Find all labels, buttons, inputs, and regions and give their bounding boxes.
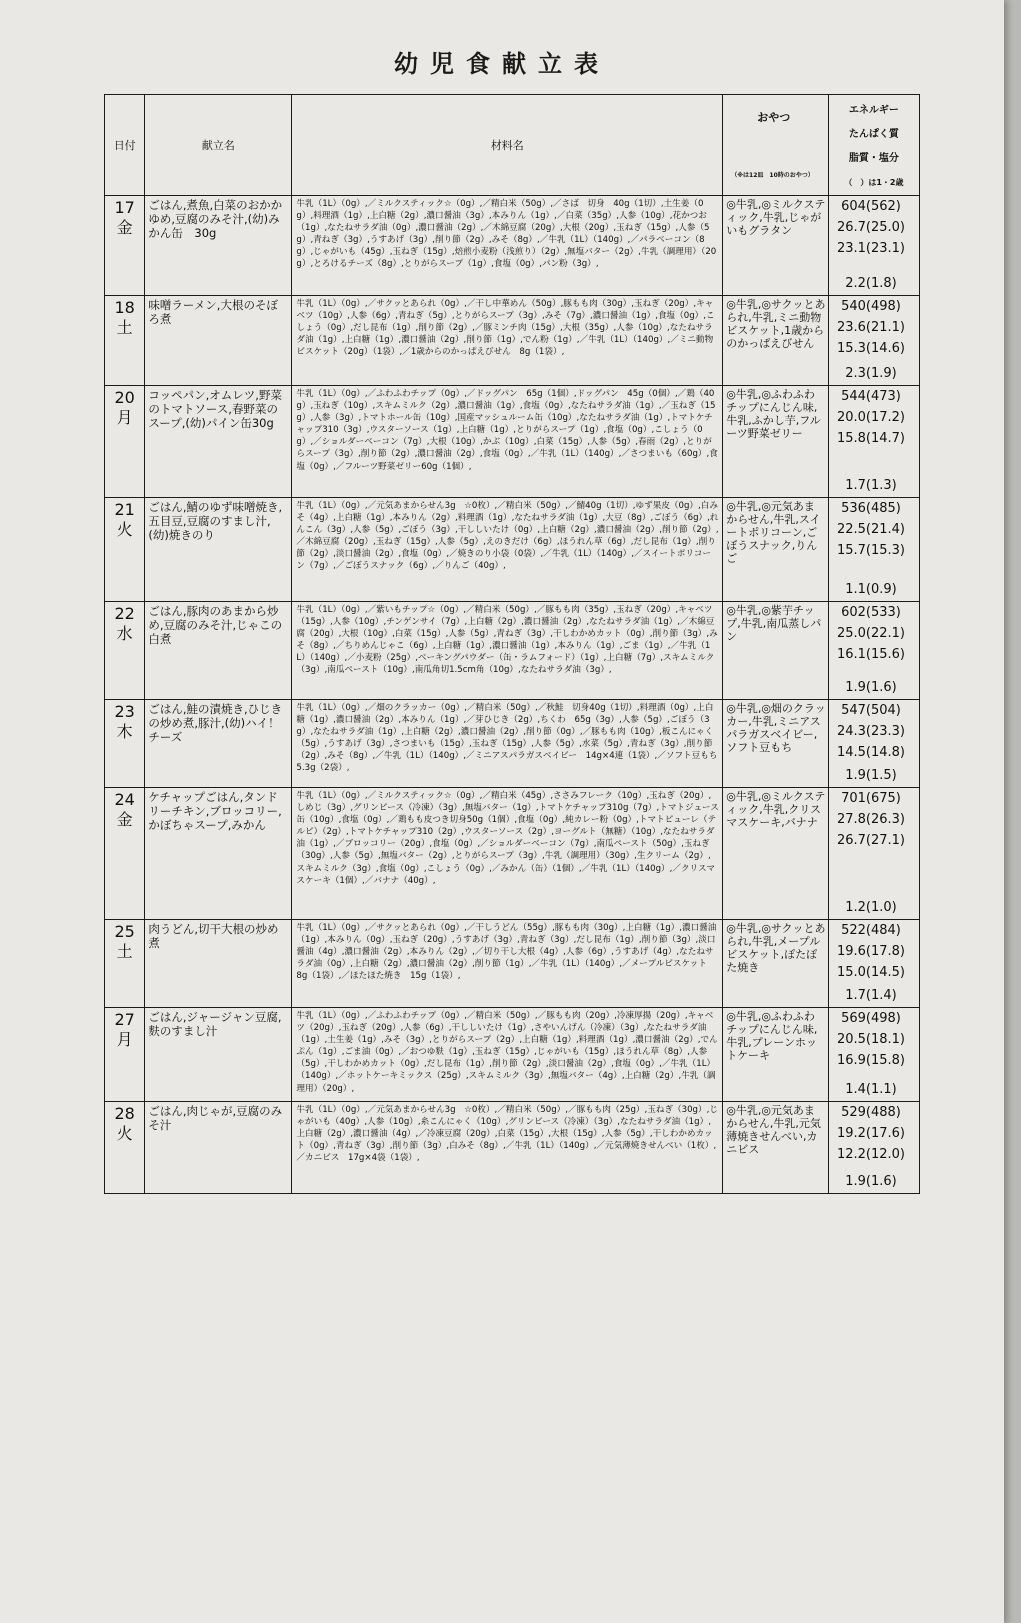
snack-cell: ◎牛乳,◎サクッとあられ,牛乳,メープルビスケット,ぽたぽた焼き [723, 920, 829, 1008]
nutrition-cell [828, 788, 919, 920]
protein-value: 20.0(17.2) [836, 410, 906, 425]
dish-cell: ごはん,煮魚,白菜のおかかゆめ,豆腐のみそ汁,(幼)みかん缶 30g [145, 196, 292, 296]
menu-table [104, 94, 920, 1194]
nutrition-cell [828, 1008, 919, 1102]
day-number: 27 [114, 1010, 135, 1029]
weekday: 火 [116, 1124, 133, 1143]
dish-cell: ごはん,肉じゃが,豆腐のみそ汁 [145, 1102, 292, 1194]
energy-value: 536(485) [841, 501, 901, 516]
nutrition-cell [828, 498, 919, 602]
energy-value: 540(498) [841, 299, 901, 314]
dish-cell: 味噌ラーメン,大根のそぼろ煮 [145, 296, 292, 386]
salt-value: 2.3(1.9) [845, 366, 897, 381]
fat-value: 16.9(15.8) [836, 1053, 906, 1068]
salt-value: 1.7(1.3) [845, 478, 897, 493]
snack-cell: ◎牛乳,◎元気あまからせん,牛乳,元気薄焼きせんべい,カニビス [723, 1102, 829, 1194]
snack-cell: ◎牛乳,◎ミルクスティック,牛乳,クリスマスケーキ,バナナ [723, 788, 829, 920]
protein-value: 26.7(25.0) [836, 220, 906, 235]
dish-cell: コッペパン,オムレツ,野菜のトマトソース,春野菜のスープ,(幼)パイン缶30g [145, 386, 292, 498]
protein-value: 24.3(23.3) [836, 724, 906, 739]
snack-cell: ◎牛乳,◎ミルクスティック,牛乳,じゃがいもグラタン [723, 196, 829, 296]
energy-value: 529(488) [841, 1105, 901, 1120]
fat-value: 14.5(14.8) [836, 745, 906, 760]
date-cell [105, 788, 145, 920]
energy-value: 604(562) [841, 199, 901, 214]
day-number: 21 [114, 500, 135, 519]
protein-value: 23.6(21.1) [836, 320, 906, 335]
salt-value: 2.2(1.8) [845, 276, 897, 291]
nutrition-cell [828, 196, 919, 296]
salt-value: 1.9(1.6) [845, 1174, 897, 1189]
weekday: 月 [116, 1030, 133, 1049]
weekday: 火 [116, 520, 133, 539]
fat-value: 15.7(15.3) [836, 543, 906, 558]
date-cell [105, 1102, 145, 1194]
ingredients-cell: 牛乳（1L）（0g）,／畑のクラッカー（0g）,／精白米（50g）,／秋鮭 切身40g（1切）,料理酒（0g）,上白糖（1g）,濃口醤油（2g）,本みりん（1g）,／芽ひじき（2g）,ちくわ 65g（3g）,人参（5g）,ごぼう（3g）,なたねサラダ油（1g）,上白糖（2g）,濃口醤油（2g）,削り節（0g）,／豚もも肉（10g）,板こんにゃく（5g）,うすあげ（3g）,さつまいも（15g）,玉ねぎ（15g）,人参（5g）,水菜（5g）,青ねぎ（3g）,削り節（2g）,みそ（8g）,／牛乳（1L）（140g）,／ミニアスパラガスベイビー 14g×4連（1袋）,／ソフト豆もち5.3g（2袋）, [292, 700, 723, 788]
date-cell [105, 920, 145, 1008]
fat-value: 23.1(23.1) [836, 241, 906, 256]
day-number: 18 [114, 298, 135, 317]
day-number: 25 [114, 922, 135, 941]
page-title: 幼児食献立表 [394, 50, 610, 78]
weekday: 木 [116, 722, 133, 741]
weekday: 土 [116, 318, 133, 337]
dish-cell: ごはん,ジャージャン豆腐,麩のすまし汁 [145, 1008, 292, 1102]
dish-cell: ごはん,豚肉のあまから炒め,豆腐のみそ汁,じゃこの白煮 [145, 602, 292, 700]
menu-row [105, 386, 920, 498]
snack-cell: ◎牛乳,◎畑のクラッカー,牛乳,ミニアスパラガスベイビー,ソフト豆もち [723, 700, 829, 788]
date-cell [105, 386, 145, 498]
salt-value: 1.1(0.9) [845, 582, 897, 597]
day-number: 17 [114, 198, 135, 217]
header-fat-salt: 脂質・塩分 [848, 153, 899, 164]
menu-row [105, 700, 920, 788]
fat-value: 12.2(12.0) [836, 1147, 906, 1162]
energy-value: 547(504) [841, 703, 901, 718]
fat-value: 16.1(15.6) [836, 647, 906, 662]
header-snack-label: おやつ [757, 111, 791, 124]
nutrition-cell [828, 700, 919, 788]
protein-value: 19.6(17.8) [836, 944, 906, 959]
snack-cell: ◎牛乳,◎ふわふわチップにんじん味,牛乳,プレーンホットケーキ [723, 1008, 829, 1102]
menu-row [105, 196, 920, 296]
header-date: 日付 [105, 95, 145, 196]
weekday: 金 [116, 218, 133, 237]
snack-cell: ◎牛乳,◎紫芋チップ,牛乳,南瓜蒸しパン [723, 602, 829, 700]
salt-value: 1.7(1.4) [845, 988, 897, 1003]
protein-value: 19.2(17.6) [836, 1126, 906, 1141]
date-cell [105, 498, 145, 602]
energy-value: 569(498) [841, 1011, 901, 1026]
date-cell [105, 296, 145, 386]
energy-value: 544(473) [841, 389, 901, 404]
header-row [105, 95, 920, 196]
fat-value: 15.0(14.5) [836, 965, 906, 980]
header-nutrition [828, 95, 919, 196]
day-number: 20 [114, 388, 135, 407]
dish-cell: ケチャップごはん,タンドリーチキン,ブロッコリー,かぼちゃスープ,みかん [145, 788, 292, 920]
protein-value: 25.0(22.1) [836, 626, 906, 641]
header-dish: 献立名 [145, 95, 292, 196]
nutrition-cell [828, 1102, 919, 1194]
fat-value: 26.7(27.1) [836, 833, 906, 848]
menu-row [105, 1008, 920, 1102]
menu-row [105, 296, 920, 386]
protein-value: 22.5(21.4) [836, 522, 906, 537]
salt-value: 1.9(1.5) [845, 768, 897, 783]
dish-cell: ごはん,鮭の漬焼き,ひじきの炒め煮,豚汁,(幼)ハイ！チーズ [145, 700, 292, 788]
weekday: 月 [116, 408, 133, 427]
header-snack [723, 95, 829, 196]
header-nutrition-note: （ ）は1・2歳 [844, 178, 904, 187]
ingredients-cell: 牛乳（1L）（0g）,／サクッとあられ（0g）,／干し中華めん（50g）,豚もも肉（30g）,玉ねぎ（20g）,キャベツ（10g）,人参（6g）,青ねぎ（5g）,とりがらスープ（3g）,みそ（7g）,濃口醤油（1g）,食塩（0g）,こしょう（0g）,だし昆布（1g）,削り節（2g）,／豚ミンチ肉（15g）,大根（35g）,人参（10g）,なたねサラダ油（1g）,上白糖（1g）,濃口醤油（2g）,削り節（1g）,でん粉（1g）,／牛乳（1L）（140g）,／ミニ動物ビスケット（20g）（1袋）,／1歳からのかっぱえびせん 8g（1袋）, [292, 296, 723, 386]
ingredients-cell: 牛乳（1L）（0g）,／ミルクスティック☆（0g）,／精白米（45g）,ささみフレーク（10g）,玉ねぎ（20g）,しめじ（3g）,グリンピース（冷凍）（3g）,無塩バター（1g）,トマトケチャップ310g（7g）,トマトジュース缶（10g）,食塩（0g）,／鶏もも皮つき切身50g（1個）,食塩（0g）,純カレー粉（0g）,トマトピューレ（テルピ）（2g）,トマトケチャップ310（2g）,ウスターソース（2g）,ヨーグルト（無糖）（10g）,なたねサラダ油（1g）,／ブロッコリー（20g）,食塩（0g）,／ショルダーベーコン（7g）,南瓜ペースト（50g）,玉ねぎ（30g）,人参（5g）,無塩バター（2g）,とりがらスープ（3g）,牛乳（調理用）（30g）,生クリーム（2g）,スキムミルク（3g）,食塩（0g）,こしょう（0g）,／みかん（缶）（1個）,／牛乳（1L）（140g）,／クリスマスケーキ（1個）,／バナナ（40g）, [292, 788, 723, 920]
date-cell [105, 700, 145, 788]
dish-cell: 肉うどん,切干大根の炒め煮 [145, 920, 292, 1008]
ingredients-cell: 牛乳（1L）（0g）,／紫いもチップ☆（0g）,／精白米（50g）,／豚もも肉（35g）,玉ねぎ（20g）,キャベツ（15g）,人参（10g）,チンゲンサイ（7g）,上白糖（2g）,濃口醤油（2g）,なたねサラダ油（1g）,／木綿豆腐（20g）,大根（10g）,白菜（15g）,人参（5g）,青ねぎ（3g）,干しわかめカット（0g）,削り節（3g）,みそ（8g）,／ちりめんじゃこ（6g）,上白糖（1g）,濃口醤油（1g）,本みりん（1g）,ごま（1g）,／牛乳（1L）（140g）,／小麦粉（25g）,ベーキングパウダー（缶・ラムフォード）（1g）,上白糖（7g）,スキムミルク（3g）,南瓜ペースト（10g）,南瓜角切1.5cm角（10g）,なたねサラダ油（3g）, [292, 602, 723, 700]
menu-row [105, 788, 920, 920]
nutrition-cell [828, 920, 919, 1008]
date-cell [105, 1008, 145, 1102]
menu-row [105, 602, 920, 700]
fat-value: 15.8(14.7) [836, 431, 906, 446]
ingredients-cell: 牛乳（1L）（0g）,／元気あまからせん3g ☆0枚）,／精白米（50g）,／豚もも肉（25g）,玉ねぎ（30g）,じゃがいも（40g）,人参（10g）,糸こんにゃく（10g）,グリンピース（冷凍）（3g）,なたねサラダ油（1g）,上白糖（2g）,濃口醤油（4g）,／冷凍豆腐（20g）,白菜（15g）,大根（15g）,人参（5g）,干しわかめカット（0g）,青ねぎ（3g）,削り節（3g）,白みそ（8g）,／牛乳（1L）（140g）,／元気薄焼きせんべい（1枚）,／カニビス 17g×4袋（1袋）, [292, 1102, 723, 1194]
dish-cell: ごはん,鯖のゆず味噌焼き,五目豆,豆腐のすまし汁,(幼)焼きのり [145, 498, 292, 602]
day-number: 24 [114, 790, 135, 809]
salt-value: 1.2(1.0) [845, 900, 897, 915]
salt-value: 1.4(1.1) [845, 1082, 897, 1097]
ingredients-cell: 牛乳（1L）（0g）,／元気あまからせん3g ☆0枚）,／精白米（50g）,／鯖40g（1切）,ゆず果皮（0g）,白みそ（4g）,上白糖（1g）,本みりん（2g）,料理酒（1g）,なたねサラダ油（1g）,大豆（8g）,ごぼう（6g）,れんこん（3g）,人参（5g）,ごぼう（3g）,干ししいたけ（0g）,上白糖（2g）,濃口醤油（2g）,削り節（2g）,／木綿豆腐（20g）,玉ねぎ（15g）,人参（5g）,えのきだけ（6g）,ほうれん草（6g）,だし昆布（1g）,削り節（2g）,淡口醤油（2g）,食塩（0g）,／焼きのり小袋（0袋）,／牛乳（1L）（140g）,／スイートポリコーン（7g）,／ごぼうスナック（6g）,／りんご（40g）, [292, 498, 723, 602]
ingredients-cell: 牛乳（1L）（0g）,／ふわふわチップ（0g）,／ドッグパン 65g（1個）,ドッグパン 45g（0個）,／鶏（40g）,玉ねぎ（10g）,スキムミルク（2g）,濃口醤油（1g）,食塩（0g）,なたねサラダ油（1g）,／玉ねぎ（15g）,人参（3g）,トマトホール缶（10g）,国産マッシュルーム缶（10g）,なたねサラダ油（1g）,トマトケチャップ310（3g）,ウスターソース（1g）,上白糖（1g）,とりがらスープ（1g）,食塩（0g）,こしょう（0g）,／ショルダーベーコン（7g）,大根（10g）,かぶ（10g）,白菜（15g）,人参（5g）,春雨（2g）,とりがらスープ（3g）,削り節（2g）,濃口醤油（2g）,食塩（0g）,／牛乳（1L）（140g）,／さつまいも（60g）,食塩（0g）,／フルーツ野菜ゼリー60g（1個）, [292, 386, 723, 498]
energy-value: 522(484) [841, 923, 901, 938]
energy-value: 701(675) [841, 791, 901, 806]
date-cell [105, 602, 145, 700]
day-number: 28 [114, 1104, 135, 1123]
ingredients-cell: 牛乳（1L）（0g）,／ミルクスティック☆（0g）,／精白米（50g）,／さば 切身 40g（1切）,土生姜（0g）,料理酒（1g）,上白糖（2g）,濃口醤油（3g）,本みりん（1g）,／白菜（35g）,人参（10g）,花かつお（1g）,なたねサラダ油（0g）,濃口醤油（2g）,／木綿豆腐（20g）,大根（20g）,玉ねぎ（15g）,人参（5g）,青ねぎ（3g）,うすあげ（3g）,削り節（2g）,みそ（8g）,／牛乳（1L）（140g）,／パラベーコン（8g）,じゃがいも（45g）,玉ねぎ（15g）,焙煎小麦粉（浅煎り）（2g）,無塩バター（2g）,牛乳（調理用）（20g）,とろけるチーズ（8g）,とりがらスープ（1g）,食塩（0g）,パン粉（3g）, [292, 196, 723, 296]
date-cell [105, 196, 145, 296]
protein-value: 20.5(18.1) [836, 1032, 906, 1047]
snack-cell: ◎牛乳,◎元気あまからせん,牛乳,スイートポリコーン,ごぼうスナック,りんご [723, 498, 829, 602]
header-snack-note: （※は12皿 10時のおやつ） [731, 172, 814, 179]
header-protein: たんぱく質 [848, 129, 899, 140]
day-number: 22 [114, 604, 135, 623]
menu-row [105, 498, 920, 602]
menu-row [105, 1102, 920, 1194]
ingredients-cell: 牛乳（1L）（0g）,／サクッとあられ（0g）,／干しうどん（55g）,豚もも肉（30g）,上白糖（1g）,濃口醤油（1g）,本みりん（0g）,玉ねぎ（20g）,うすあげ（3g）,青ねぎ（3g）,だし昆布（1g）,削り節（3g）,淡口醤油（4g）,濃口醤油（2g）,本みりん（2g）,／切り干し大根（4g）,人参（6g）,うすあげ（4g）,なたねサラダ油（0g）,上白糖（2g）,濃口醤油（2g）,削り節（1g）,／牛乳（1L）（140g）,／メープルビスケット 8g（1袋）,／ほたほた焼き 15g（1袋）, [292, 920, 723, 1008]
ingredients-cell: 牛乳（1L）（0g）,／ふわふわチップ（0g）,／精白米（50g）,／豚もも肉（20g）,冷凍厚揚（20g）,キャベツ（20g）,玉ねぎ（20g）,人参（6g）,干ししいたけ（1g）,さやいんげん（冷凍）（3g）,なたねサラダ油（1g）,土生姜（1g）,みそ（3g）,とりがらスープ（2g）,上白糖（1g）,料理酒（1g）,濃口醤油（2g）,でんぷん（1g）,ごま油（0g）,／おつゆ麩（1g）,玉ねぎ（15g）,じゃがいも（15g）,ほうれん草（8g）,人参（5g）,干しわかめカット（0g）,だし昆布（1g）,削り節（2g）,淡口醤油（2g）,食塩（0g）,／牛乳（1L）（140g）,／ホットケーキミックス（25g）,スキムミルク（3g）,無塩バター（4g）,上白糖（2g）,牛乳（調理用）（20g）, [292, 1008, 723, 1102]
nutrition-cell [828, 386, 919, 498]
menu-row [105, 920, 920, 1008]
salt-value: 1.9(1.6) [845, 680, 897, 695]
header-ingredients: 材料名 [292, 95, 723, 196]
protein-value: 27.8(26.3) [836, 812, 906, 827]
energy-value: 602(533) [841, 605, 901, 620]
nutrition-cell [828, 296, 919, 386]
snack-cell: ◎牛乳,◎サクッとあられ,牛乳,ミニ動物ビスケット,1歳からのかっぱえびせん [723, 296, 829, 386]
nutrition-cell [828, 602, 919, 700]
weekday: 水 [116, 624, 133, 643]
weekday: 土 [116, 942, 133, 961]
snack-cell: ◎牛乳,◎ふわふわチップにんじん味,牛乳,ふかし芋,フルーツ野菜ゼリー [723, 386, 829, 498]
day-number: 23 [114, 702, 135, 721]
weekday: 金 [116, 810, 133, 829]
header-energy: エネルギー [848, 105, 899, 116]
fat-value: 15.3(14.6) [836, 341, 906, 356]
